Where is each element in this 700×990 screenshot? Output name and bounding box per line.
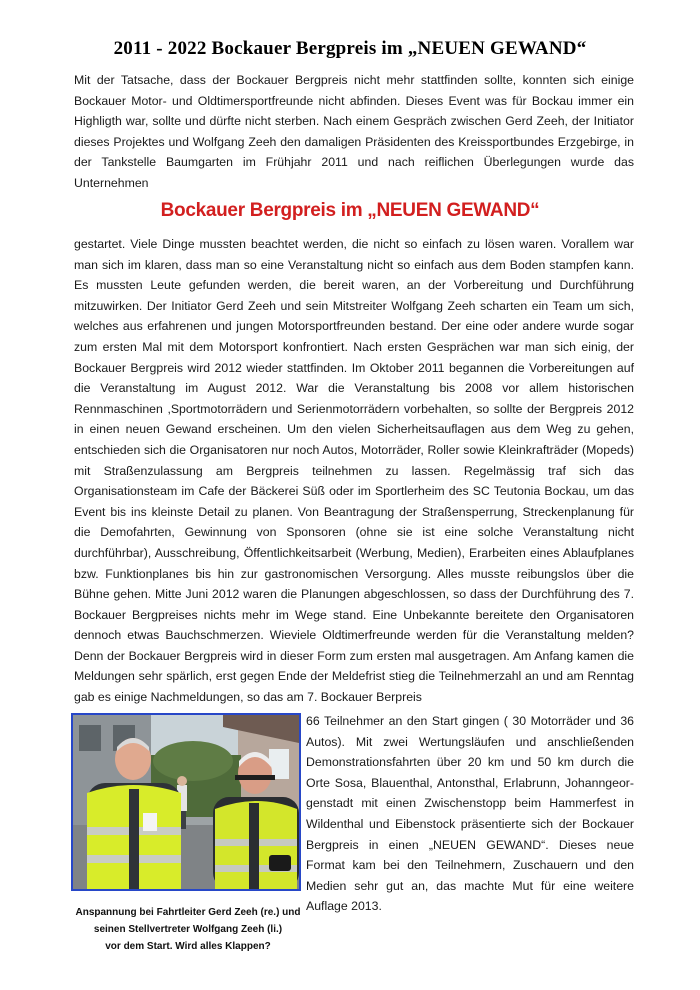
intro-paragraph: Mit der Tatsache, dass der Bockauer Bergpreis nicht mehr stattfinden sollte, konnten sich einige Bockauer Motor- und Oldtimersportfreunde nicht abfinden. Dieses Event was für Bockau immer ein Highligth war, sollte und dürfte nicht sterben. Nach einem Gespräch zwischen Gerd Zeeh, der Initiator dieses Projektes und Wolfgang Zeeh den damaligen Präsidenten des Kreissportbundes Erzgebirge, in der Tankstelle Baumgarten im Frühjahr 2011 und nach reiflichen Überlegungen wurde das Unternehmen <box>74 73 634 190</box>
caption-line: Anspannung bei Fahrtleiter Gerd Zeeh (re.) und <box>75 907 301 918</box>
side-paragraph: 66 Teilnehmer an den Start gingen ( 30 Motorräder und 36 Autos). Mit zwei Wertungsläufen und anschließenden Demonstrationsfahrten über 20 km und 50 km durch die Orte Sosa, Blauenthal, Antonsthal, Erlabrunn, Johanngeor-genstadt mit einen Zwischenstopp beim Hammerfest in Wildenthal und Eibenstock präsentierte sich der Bockauer Bergpreis in einen „NEUEN GEWAND“. Dieses neue Format kam bei den Teilnehmern, Zuschauern und den Medien sehr gut an, das machte Mut für eine weitere Auflage 2013. <box>306 714 634 914</box>
caption-line: seinen Stellvertreter Wolfgang Zeeh (li.) <box>93 924 283 935</box>
caption-line: vor dem Start. Wird alles Klappen? <box>105 941 271 952</box>
photo-caption <box>66 904 310 955</box>
page-title: 2011 - 2022 Bockauer Bergpreis im „NEUEN GEWAND“ <box>113 38 587 59</box>
main-paragraph: gestartet. Viele Dinge mussten beachtet werden, die nicht so einfach zu lösen waren. Vorallem war man sich im klaren, dass man so eine Veranstaltung nicht so einfach aus dem Boden stampfen kann. Es mussten Leute gefunden werden, die bereit waren, an der Vorbereitung und Durchführung mitzuwirken. Der Initiator Gerd Zeeh und sein Mitstreiter Wolfgang Zeeh scharten ein Team um sich, welches aus erfahrenen und jungen Motorsportfreunden bestand. Der eine oder andere wurde sogar zum ersten Mal mit dem Motorsport konfrontiert. Nach ersten Gesprächen war man sich einig, der Bockauer Bergpreis wird 2012 wieder stattfinden. Im Oktober 2011 begannen die Vorbereitungen auf die Veranstaltung im August 2012. War die Veranstaltung bis 2008 vor allem historischen Rennmaschinen ,Sportmotorrädern und Serienmotorrädern vorbehalten, so sollte der Bergpreis 2012 in einen neuen Gewand erscheinen. Um den vielen Sicherheitsauflagen aus dem Weg zu gehen, entschieden sich die Organisatoren nur noch Autos, Motorräder, Roller sowie Kleinkrafträder (Mopeds) mit Straßenzulassung am Bergpreis teilnehmen zu lassen. Regelmässig traf sich das Organisationsteam im Cafe der Bäckerei Süß oder im Sportlerheim des SC Teutonia Bockau, um das Event bis ins kleinste Detail zu planen. Von Beantragung der Straßensperrung, Streckenplanung für die Demofahrten, Gewinnung von Sponsoren (ohne sie ist eine solche Veranstaltung nicht durchführbar), Ausschreibung, Öffentlichkeitsarbeit (Werbung, Medien), Erarbeiten eines Ablaufplanes bzw. Funktionplanes bis hin zur gastronomischen Versorgung. Alles musste reibungslos über die Bühne gehen. Mitte Juni 2012 waren die Planungen abgeschlossen, so dass der Durchführung des 7. Bockauer Bergpreises nichts mehr im Wege stand. Eine Unbekannte bereitete den Organisatoren dennoch etwas Bauchschmerzen. Wieviele Oldtimerfreunde werden für die Veranstaltung melden? Denn der Bockauer Bergpreis wird in dieser Form zum ersten mal ausgetragen. Am Anfang kamen die Meldungen sehr spärlich, erst gegen Ende der Meldefrist stieg die Teilnehmerzahl an und am Renntag gab es einige Nachmeldungen, so das am 7. Bockauer Berpreis <box>74 237 634 705</box>
event-photo <box>71 713 301 891</box>
section-heading: Bockauer Bergpreis im „NEUEN GEWAND“ <box>160 200 540 221</box>
